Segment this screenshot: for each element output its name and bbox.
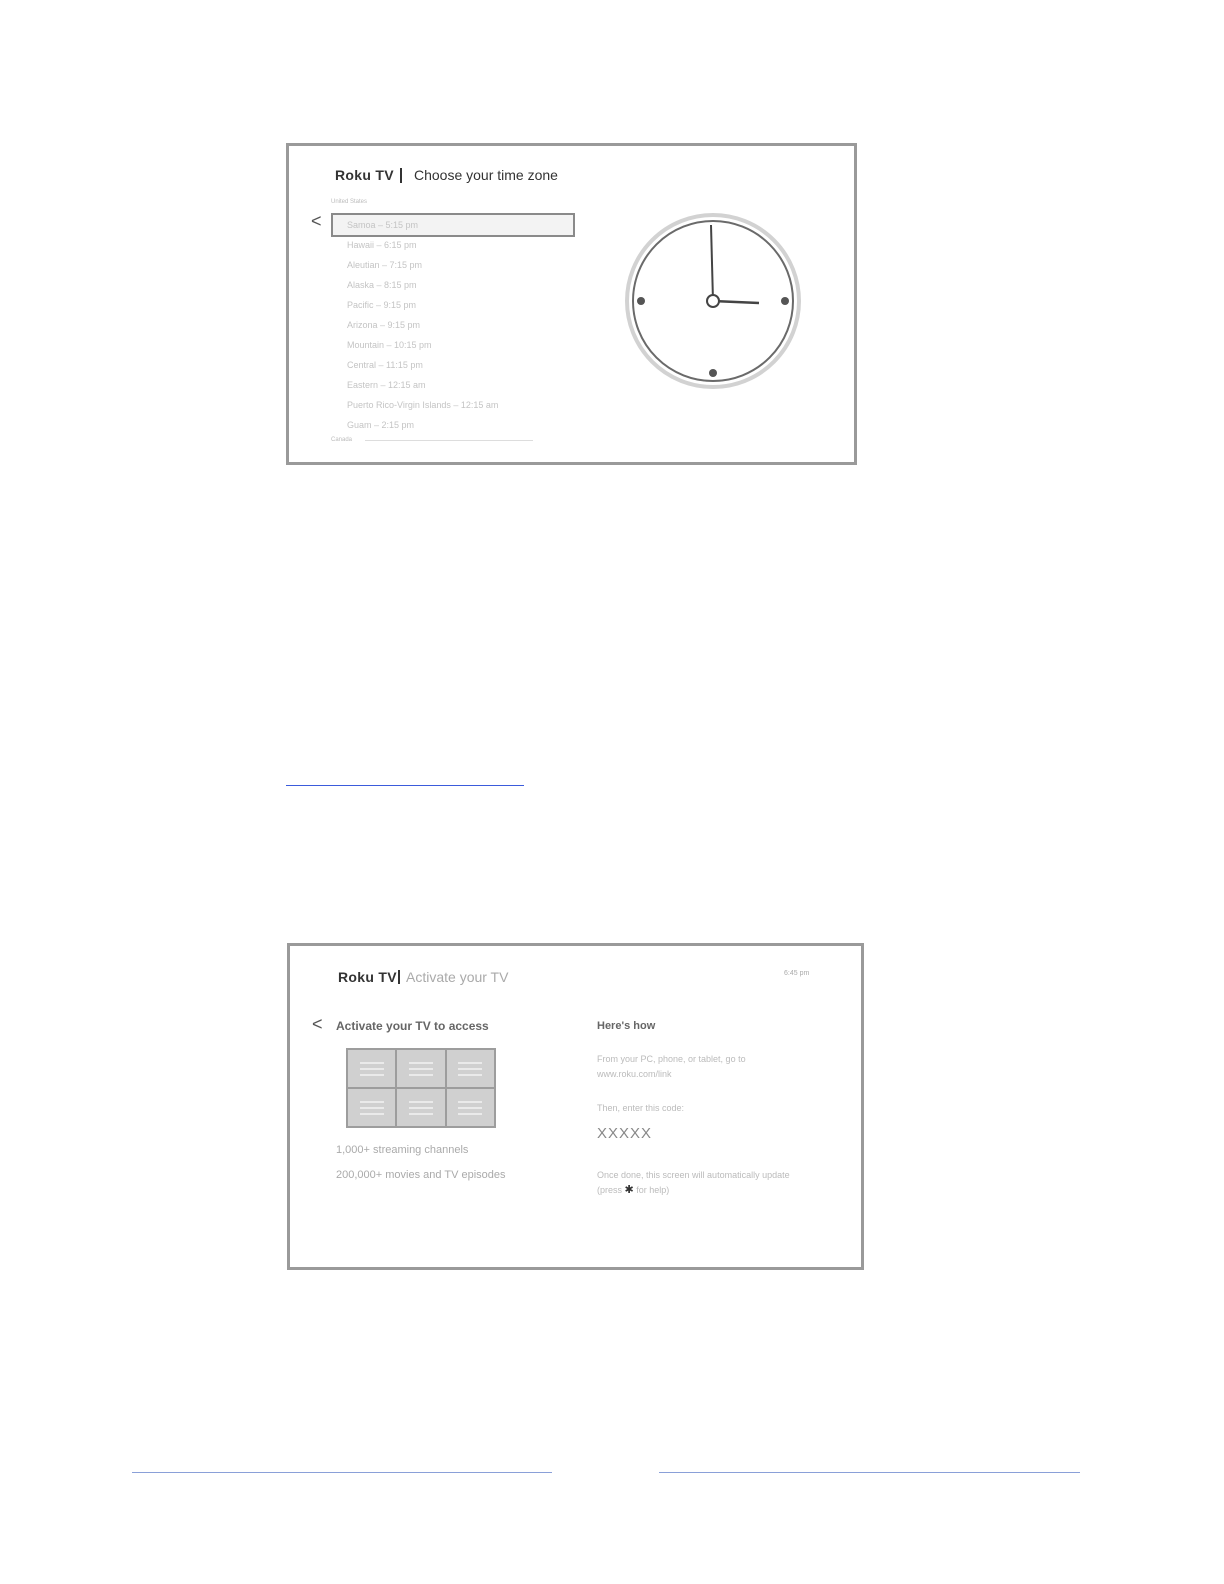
step-1-text: From your PC, phone, or tablet, go to www.roku.com/link	[597, 1054, 746, 1079]
time-zone-item[interactable]: Guam – 2:15 pm	[347, 420, 415, 430]
page-title: Choose your time zone	[414, 167, 558, 183]
region-label: United States	[331, 199, 368, 205]
time-zone-item[interactable]: Eastern – 12:15 am	[347, 380, 426, 390]
channel-tile	[447, 1089, 494, 1126]
back-arrow-icon[interactable]: <	[311, 211, 322, 231]
clock-icon	[625, 213, 801, 389]
region-divider	[365, 440, 533, 441]
activate-screenshot	[287, 943, 864, 1270]
step-3-text-after: for help)	[636, 1185, 670, 1195]
channel-tile	[447, 1050, 494, 1087]
channel-tile	[397, 1089, 444, 1126]
time-zone-item[interactable]: Puerto Rico-Virgin Islands – 12:15 am	[347, 400, 499, 410]
movies-stat: 200,000+ movies and TV episodes	[336, 1169, 506, 1181]
time-zone-item[interactable]: Mountain – 10:15 pm	[347, 340, 432, 350]
step-3-text	[597, 1168, 817, 1198]
time-zone-screenshot	[286, 143, 857, 465]
activation-code: XXXXX	[597, 1125, 653, 1142]
time-zone-item[interactable]: Alaska – 8:15 pm	[347, 280, 417, 290]
channel-tile-grid	[346, 1048, 496, 1128]
channel-tile	[397, 1050, 444, 1087]
heres-how-heading: Here's how	[597, 1020, 656, 1032]
roku-tv-logo: Roku TV	[338, 969, 397, 985]
time-zone-item[interactable]: Aleutian – 7:15 pm	[347, 260, 423, 270]
page-title: Activate your TV	[406, 969, 509, 985]
time-zone-item[interactable]: Hawaii – 6:15 pm	[347, 240, 417, 250]
activate-heading: Activate your TV to access	[336, 1019, 489, 1033]
channel-tile	[348, 1089, 395, 1126]
title-separator	[400, 168, 402, 183]
time-zone-item[interactable]: Samoa – 5:15 pm	[333, 215, 573, 235]
star-button-icon: ✱	[624, 1184, 634, 1196]
footer-rule-left	[132, 1472, 552, 1473]
time-zone-item[interactable]: Arizona – 9:15 pm	[347, 320, 421, 330]
time-zone-item[interactable]: Central – 11:15 pm	[347, 360, 423, 370]
footer-rule-right	[659, 1472, 1080, 1473]
step-2-text: Then, enter this code:	[597, 1103, 685, 1113]
roku-tv-logo: Roku TV	[335, 167, 394, 183]
channel-tile	[348, 1050, 395, 1087]
clock-readout: 6:45 pm	[784, 970, 810, 977]
back-arrow-icon[interactable]: <	[312, 1014, 323, 1034]
next-region-label: Canada	[331, 437, 353, 443]
title-separator	[398, 970, 400, 984]
step-3-text-before: Once done, this screen will automatically update (press	[597, 1170, 790, 1195]
time-zone-list	[333, 215, 573, 435]
time-zone-item[interactable]: Pacific – 9:15 pm	[347, 300, 417, 310]
channels-stat: 1,000+ streaming channels	[336, 1144, 469, 1156]
hyperlink-underline[interactable]	[286, 785, 524, 786]
